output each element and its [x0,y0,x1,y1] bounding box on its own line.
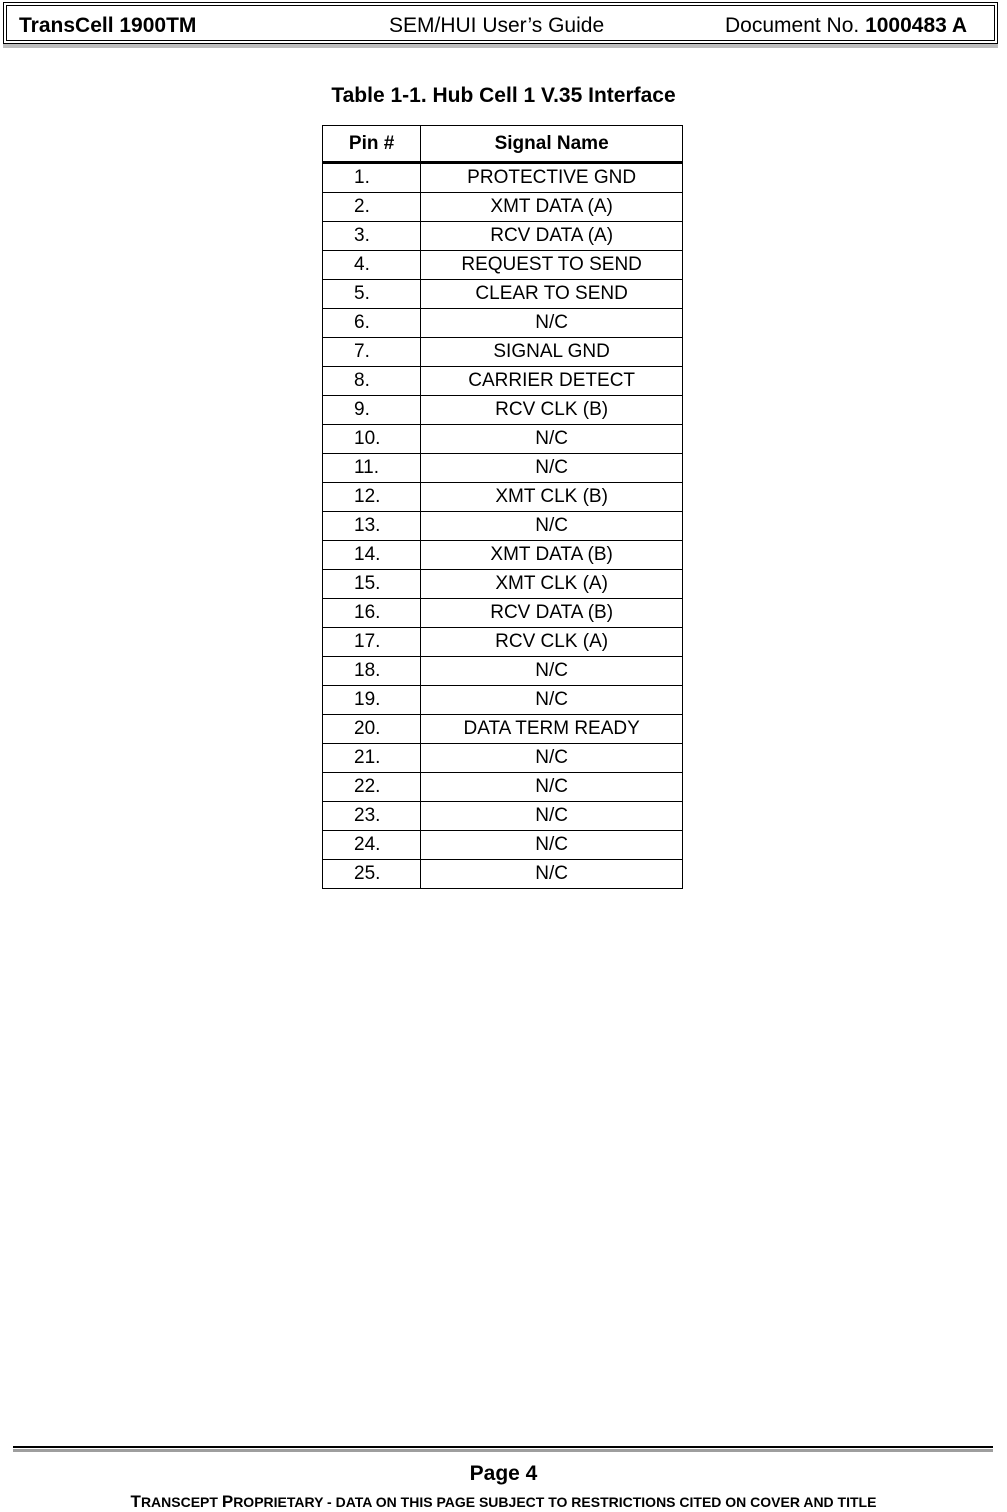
table-row [323,251,683,280]
table-row [323,367,683,396]
table-row [323,222,683,251]
signal-name-cell: N/C [421,657,683,686]
pin-number-cell: 23. [323,802,421,831]
table-row [323,454,683,483]
header-product-name: TransCell 1900TM [19,14,197,37]
signal-name-cell: RCV DATA (A) [421,222,683,251]
pin-number-cell: 18. [323,657,421,686]
pin-number-cell: 2. [323,193,421,222]
proprietary-rest-2: ROPRIETARY - DATA ON THIS PAGE SUBJECT TO RESTRICTIONS CITED ON COVER AND TITLE [233,1494,877,1510]
table-row [323,802,683,831]
table-row [323,860,683,889]
pin-number-cell: 17. [323,628,421,657]
table-row [323,541,683,570]
signal-name-cell: CARRIER DETECT [421,367,683,396]
table-row [323,744,683,773]
page-header [3,2,998,44]
pin-assignment-table [322,125,683,889]
table-row [323,425,683,454]
header-document-id: 1000483 A [865,14,968,37]
signal-name-cell: XMT CLK (B) [421,483,683,512]
pin-number-cell: 11. [323,454,421,483]
signal-name-cell: N/C [421,744,683,773]
table-row [323,773,683,802]
signal-name-cell: REQUEST TO SEND [421,251,683,280]
pin-number-cell: 4. [323,251,421,280]
table-row [323,512,683,541]
page-number: Page 4 [469,1462,538,1485]
proprietary-initial-p: P [221,1492,234,1511]
signal-name-cell: N/C [421,831,683,860]
signal-name-cell: XMT CLK (A) [421,570,683,599]
table-row [323,686,683,715]
signal-name-cell: XMT DATA (B) [421,541,683,570]
table-row [323,193,683,222]
signal-name-cell: RCV DATA (B) [421,599,683,628]
pin-number-cell: 22. [323,773,421,802]
table-row [323,309,683,338]
table-row [323,338,683,367]
table-caption: Table 1-1. Hub Cell 1 V.35 Interface [331,84,676,107]
table-row [323,280,683,309]
signal-name-cell: N/C [421,686,683,715]
signal-name-cell: N/C [421,860,683,889]
header-document-prefix: Document No. [725,14,866,37]
pin-number-cell: 19. [323,686,421,715]
pin-number-cell: 14. [323,541,421,570]
pin-number-cell: 6. [323,309,421,338]
table-row [323,715,683,744]
table-header-row [323,126,683,163]
table-row [323,163,683,193]
pin-number-cell: 25. [323,860,421,889]
column-header-pin: Pin # [323,126,421,163]
signal-name-cell: N/C [421,773,683,802]
proprietary-initial-t: T [130,1492,141,1511]
pin-number-cell: 1. [323,163,421,193]
signal-name-cell: DATA TERM READY [421,715,683,744]
pin-number-cell: 10. [323,425,421,454]
proprietary-notice [0,1492,1007,1512]
pin-number-cell: 7. [323,338,421,367]
signal-name-cell: N/C [421,425,683,454]
signal-name-cell: CLEAR TO SEND [421,280,683,309]
table-row [323,570,683,599]
header-document-number [725,14,967,38]
signal-name-cell: SIGNAL GND [421,338,683,367]
signal-name-cell: RCV CLK (A) [421,628,683,657]
signal-name-cell: N/C [421,454,683,483]
pin-number-cell: 21. [323,744,421,773]
table-row [323,657,683,686]
header-shadow-rule [3,44,998,48]
pin-number-cell: 15. [323,570,421,599]
signal-name-cell: PROTECTIVE GND [421,163,683,193]
column-header-signal-name: Signal Name [421,126,683,163]
table-row [323,483,683,512]
table-body [323,163,683,889]
pin-number-cell: 20. [323,715,421,744]
signal-name-cell: XMT DATA (A) [421,193,683,222]
pin-number-cell: 9. [323,396,421,425]
signal-name-cell: N/C [421,802,683,831]
pin-number-cell: 16. [323,599,421,628]
pin-number-cell: 24. [323,831,421,860]
pin-number-cell: 12. [323,483,421,512]
footer-rule [13,1446,993,1448]
signal-name-cell: RCV CLK (B) [421,396,683,425]
header-guide-title: SEM/HUI User’s Guide [389,14,605,37]
table-row [323,396,683,425]
table-row [323,599,683,628]
table-row [323,831,683,860]
table-row [323,628,683,657]
pin-number-cell: 3. [323,222,421,251]
signal-name-cell: N/C [421,512,683,541]
pin-number-cell: 8. [323,367,421,396]
footer-shadow-rule [13,1449,993,1452]
pin-number-cell: 13. [323,512,421,541]
proprietary-rest-1: RANSCEPT [140,1494,222,1510]
pin-number-cell: 5. [323,280,421,309]
signal-name-cell: N/C [421,309,683,338]
